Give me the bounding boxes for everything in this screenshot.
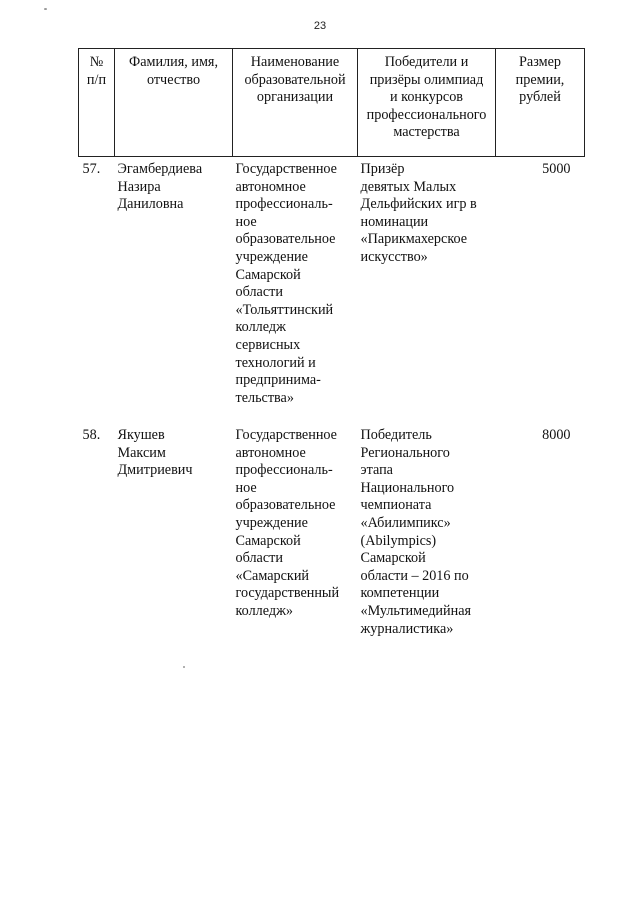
cell-line: «Тольяттинский (235, 301, 334, 318)
row-organization (233, 157, 358, 424)
header-achievement (358, 49, 496, 157)
cell-line: технологий и (235, 354, 316, 371)
cell-line: государственный (235, 585, 340, 602)
cell-line: Якушев (117, 427, 165, 443)
cell-line: компетенции (360, 585, 440, 602)
header-line: Наименование (250, 54, 340, 70)
scan-speck (183, 666, 185, 668)
cell-line: «Абилимпикс» (360, 514, 451, 531)
header-number (79, 49, 115, 157)
header-line: и конкурсов (390, 89, 463, 106)
row-achievement (358, 157, 496, 424)
cell-line: Назира (117, 178, 161, 195)
row-prize-amount: 8000 (542, 427, 571, 443)
cell-line: ное (235, 479, 257, 496)
cell-line: Государственное (235, 161, 337, 177)
header-row (79, 49, 585, 157)
cell-line: номинации (360, 213, 429, 230)
cell-line: «Самарский (235, 567, 310, 584)
cell-line: учреждение (235, 248, 308, 265)
header-organization (233, 49, 358, 157)
cell-line: ное (235, 213, 257, 230)
header-prize-amount (496, 49, 585, 157)
row-number: 57. (82, 161, 101, 177)
table-row (79, 423, 585, 638)
row-full-name (115, 423, 233, 638)
header-line: организации (256, 89, 334, 106)
cell-line: Победитель (360, 427, 432, 443)
header-line: Победители и (384, 54, 469, 70)
cell-line: Дмитриевич (117, 462, 193, 479)
cell-line: Самарской (360, 550, 426, 567)
cell-line: искусство» (360, 248, 428, 265)
cell-line: образовательное (235, 497, 336, 514)
cell-line: образовательное (235, 231, 336, 248)
row-organization (233, 423, 358, 638)
cell-line: Максим (117, 444, 166, 461)
cell-line: (Abilympics) (360, 532, 437, 549)
row-achievement (358, 423, 496, 638)
scan-speck (44, 8, 47, 10)
cell-line: сервисных (235, 336, 301, 353)
cell-line: области – 2016 по (360, 567, 469, 584)
page-number: 23 (313, 20, 327, 32)
cell-line: профессиональ- (235, 196, 333, 213)
header-line: п/п (86, 71, 107, 88)
cell-line: области (235, 284, 283, 301)
header-line: мастерства (393, 124, 460, 141)
awards-table (78, 48, 585, 638)
cell-line: автономное (235, 444, 306, 461)
cell-line: тельства» (235, 389, 294, 406)
header-line: образовательной (244, 71, 346, 88)
cell-line: предпринима- (235, 372, 321, 389)
row-number: 58. (82, 427, 101, 443)
cell-line: журналистика» (360, 620, 454, 637)
header-line: рублей (519, 89, 561, 106)
cell-line: учреждение (235, 514, 308, 531)
cell-line: колледж (235, 319, 286, 336)
cell-line: Дельфийских игр в (360, 196, 477, 213)
cell-line: чемпионата (360, 497, 432, 514)
cell-line: профессиональ- (235, 462, 333, 479)
cell-line: «Мультимедийная (360, 602, 472, 619)
cell-line: Государственное (235, 427, 337, 443)
cell-line: Даниловна (117, 196, 184, 213)
row-prize-amount: 5000 (542, 161, 571, 177)
header-full-name (115, 49, 233, 157)
header-line: призёры олимпиад (369, 71, 484, 88)
cell-line: области (235, 550, 283, 567)
header-line: профессионального (366, 106, 487, 123)
header-line: Размер (519, 54, 561, 70)
header-line: премии, (515, 71, 565, 88)
row-full-name (115, 157, 233, 424)
table-body (79, 157, 585, 639)
cell-line: этапа (360, 462, 393, 479)
cell-line: Эгамбердиева (117, 161, 203, 177)
cell-line: автономное (235, 178, 306, 195)
cell-line: Национального (360, 479, 455, 496)
awards-table-container (78, 48, 584, 638)
header-line: Фамилия, имя, (128, 54, 218, 70)
table-header (79, 49, 585, 157)
cell-line: Самарской (235, 532, 301, 549)
cell-line: девятых Малых (360, 178, 457, 195)
header-line: отчество (146, 71, 201, 88)
header-line: № (89, 54, 104, 70)
cell-line: Самарской (235, 266, 301, 283)
cell-line: Призёр (360, 161, 405, 177)
cell-line: колледж» (235, 602, 293, 619)
cell-line: Регионального (360, 444, 450, 461)
table-row (79, 157, 585, 424)
cell-line: «Парикмахерское (360, 231, 468, 248)
